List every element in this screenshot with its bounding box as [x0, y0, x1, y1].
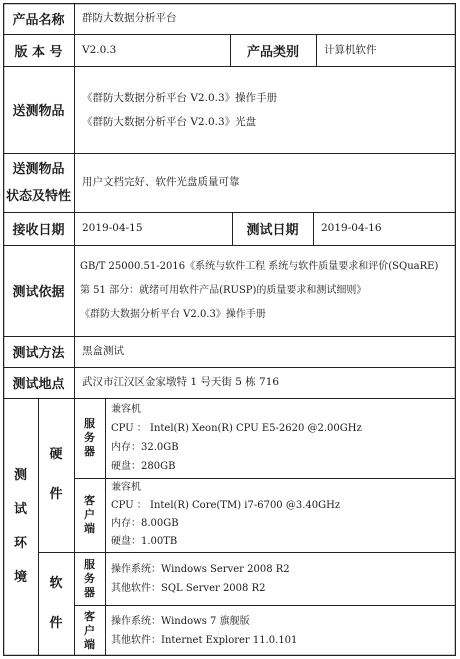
hardware-label	[38, 398, 74, 552]
env-char-4: 境	[13, 570, 27, 585]
hardware-client-label	[74, 478, 105, 552]
hw-server-cpu: CPU ： Intel(R) Xeon(R) CPU E5-2620 @2.00GHz	[111, 423, 362, 434]
sw-server-char-3: 器	[84, 585, 95, 599]
hw-client-disk: 硬盘：1.00TB	[111, 536, 178, 547]
submitted-items-label: 送测物品	[12, 104, 65, 119]
hw-client-char-1: 客	[84, 494, 95, 507]
test-basis-standard-line2: 第 51 部分：就绪可用软件产品(RUSP)的质量要求和测试细则》	[80, 284, 367, 296]
software-client-label	[74, 605, 105, 656]
test-date-value: 2019-04-16	[321, 222, 382, 234]
sw-client-char-3: 端	[84, 637, 95, 651]
sw-server-other: 其他软件：SQL Server 2008 R2	[111, 582, 266, 594]
receive-date-label: 接收日期	[12, 223, 65, 238]
submitted-item-disc: 《群防大数据分析平台 V2.0.3》光盘	[82, 115, 257, 128]
version-value: V2.0.3	[82, 43, 117, 56]
test-basis-label: 测试依据	[12, 285, 65, 300]
hw-client-memory: 内存：8.00GB	[111, 518, 179, 529]
hw-server-char-2: 务	[84, 431, 95, 444]
test-basis-standard-line1: GB/T 25000.51-2016《系统与软件工程 系统与软件质量要求和评价(SQuaRE)	[80, 260, 439, 272]
env-char-3: 环	[13, 536, 27, 551]
hw-server-type: 兼容机	[111, 404, 141, 415]
sw-client-os: 操作系统：Windows 7 旗舰版	[111, 615, 250, 627]
software-label	[38, 552, 74, 656]
hw-server-disk: 硬盘：280GB	[111, 461, 176, 472]
env-char-2: 试	[13, 502, 27, 517]
submitted-items-value	[74, 66, 456, 153]
env-char-1: 测	[13, 468, 27, 483]
receive-date-value: 2019-04-15	[82, 222, 143, 234]
sw-server-char-2: 务	[84, 571, 95, 585]
hw-client-char-2: 户	[84, 508, 95, 521]
category-value: 计算机软件	[324, 43, 377, 56]
software-char-2: 件	[49, 616, 63, 631]
software-server-specs	[105, 552, 456, 605]
test-method-label: 测试方法	[12, 346, 65, 361]
software-client-specs	[105, 605, 456, 656]
item-status-label-line2: 状态及特性	[5, 188, 71, 204]
hardware-char-2: 件	[49, 487, 63, 502]
test-basis-manual: 《群防大数据分析平台 V2.0.3》操作手册	[80, 308, 266, 320]
sw-server-char-1: 服	[84, 557, 95, 571]
sw-client-char-1: 客	[84, 609, 95, 623]
item-status-value: 用户文档完好、软件光盘质量可靠	[82, 176, 240, 188]
hardware-char-1: 硬	[49, 447, 63, 462]
hardware-server-label	[74, 398, 105, 478]
submitted-item-manual: 《群防大数据分析平台 V2.0.3》操作手册	[82, 91, 278, 104]
hw-client-type: 兼容机	[111, 482, 141, 493]
test-date-label: 测试日期	[246, 223, 299, 238]
test-method-value: 黑盒测试	[82, 345, 124, 357]
item-status-label	[3, 153, 74, 212]
hw-client-char-3: 端	[84, 522, 95, 535]
sw-client-other: 其他软件：Internet Explorer 11.0.101	[111, 634, 298, 646]
hw-client-cpu: CPU ： Intel(R) Core(TM) i7-6700 @3.40GHz	[111, 500, 341, 511]
hardware-server-specs	[105, 398, 456, 478]
test-environment-label	[3, 398, 38, 656]
test-location-label: 测试地点	[12, 377, 65, 392]
software-server-label	[74, 552, 105, 605]
item-status-label-line1: 送测物品	[12, 161, 65, 177]
software-char-1: 软	[49, 576, 63, 591]
product-name-value: 群防大数据分析平台	[82, 12, 177, 24]
test-location-value: 武汉市江汉区金家墩特 1 号天街 5 栋 716	[82, 376, 280, 388]
sw-client-char-2: 户	[84, 623, 95, 637]
hw-server-memory: 内存：32.0GB	[111, 442, 179, 453]
hw-server-char-1: 服	[84, 417, 95, 430]
hardware-client-specs	[105, 478, 456, 552]
test-info-table	[3, 3, 456, 656]
sw-server-os: 操作系统：Windows Server 2008 R2	[111, 563, 290, 575]
product-name-label: 产品名称	[12, 13, 65, 28]
version-label: 版 本 号	[14, 44, 63, 60]
hw-server-char-3: 器	[84, 445, 95, 458]
category-label: 产品类别	[246, 44, 299, 60]
test-basis-value	[74, 245, 456, 336]
